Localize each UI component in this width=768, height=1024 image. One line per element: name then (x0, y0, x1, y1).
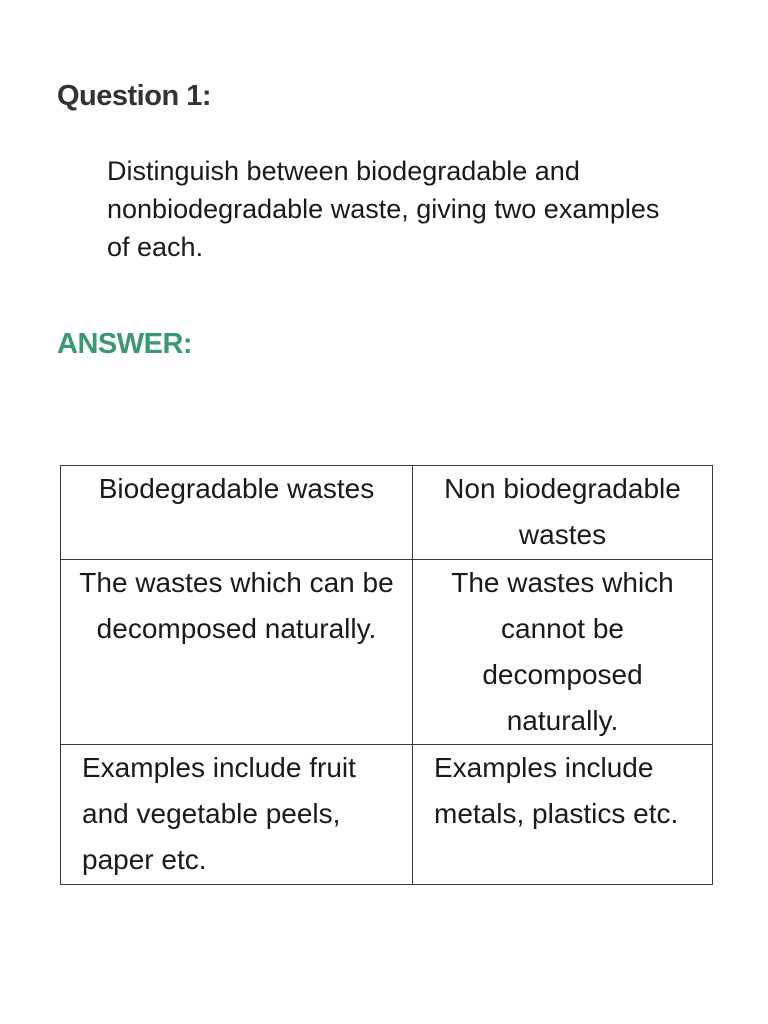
table-row-examples (61, 745, 713, 885)
table-header-biodegradable: Biodegradable wastes (61, 466, 413, 560)
answer-heading: ANSWER: (57, 328, 193, 360)
question-text: Distinguish between biodegradable and nonbiodegradable waste, giving two examples of each. (107, 156, 660, 262)
question-heading: Question 1: (57, 80, 212, 112)
table-header-non-biodegradable: Non biodegradable wastes (413, 466, 713, 560)
table-cell-non-biodegradable-examples: Examples include metals, plastics etc. (413, 745, 713, 885)
table-row-header (61, 466, 713, 560)
table-cell-non-biodegradable-definition: The wastes which cannot be decomposed naturally. (413, 560, 713, 745)
comparison-table (60, 465, 713, 885)
table-row-definition (61, 560, 713, 745)
table-cell-biodegradable-definition: The wastes which can be decomposed naturally. (61, 560, 413, 745)
table-cell-biodegradable-examples: Examples include fruit and vegetable peels, paper etc. (61, 745, 413, 885)
